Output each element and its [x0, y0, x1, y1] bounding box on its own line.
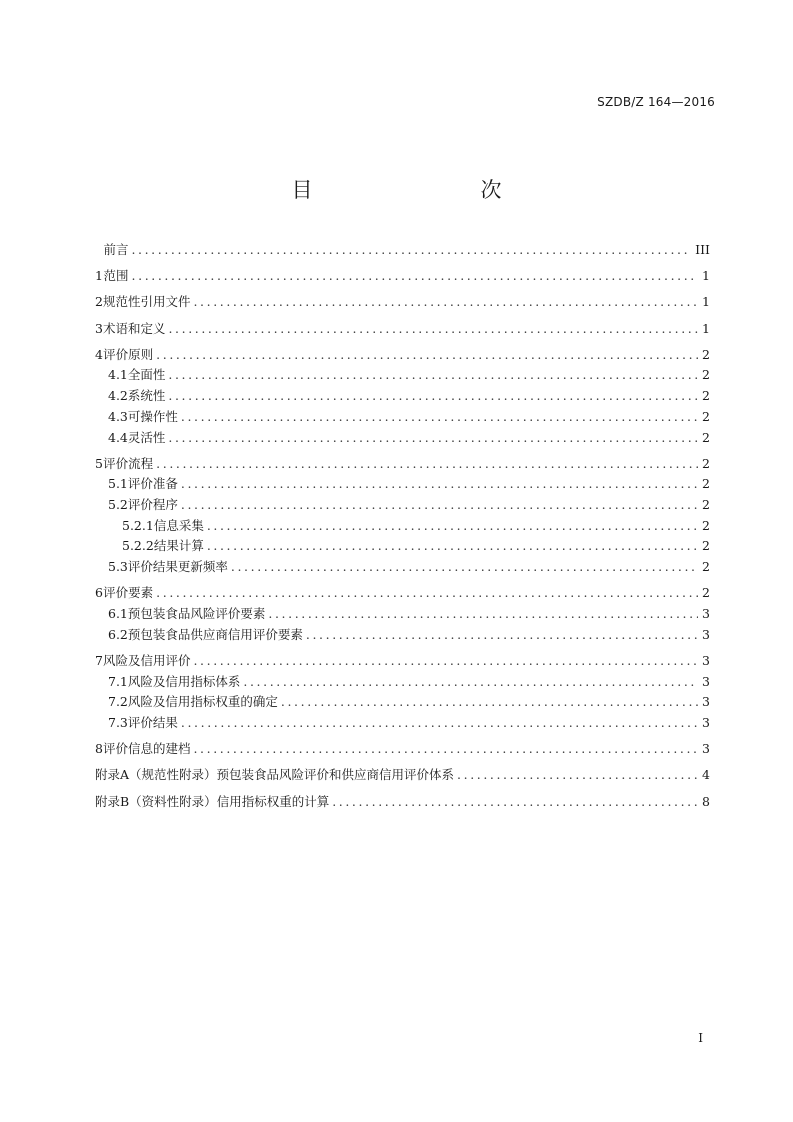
toc-entry-page: 2 — [702, 388, 710, 404]
toc-entry[interactable] — [95, 292, 710, 313]
toc-entry[interactable] — [95, 583, 710, 604]
toc-entry-page: 2 — [702, 429, 710, 445]
toc-entry-label: 全面性 — [127, 367, 166, 383]
toc-entry-label: 评价结果更新频率 — [127, 559, 228, 575]
toc-entry[interactable] — [95, 713, 710, 734]
toc-entry-number: 6 — [95, 585, 103, 601]
toc-entry-number: 5.1 — [108, 476, 128, 492]
toc-entry-page: 3 — [702, 694, 710, 710]
toc-entry-label: 前言 — [103, 242, 129, 257]
toc-entry-label: 评价流程 — [103, 455, 154, 471]
toc-entry-page: 3 — [702, 741, 710, 757]
toc-entry-page: 2 — [702, 559, 710, 575]
toc-entry-label: 系统性 — [127, 388, 166, 404]
toc-entry[interactable] — [95, 345, 710, 366]
toc-entry-number: 4.3 — [108, 408, 128, 424]
toc-entry[interactable] — [95, 495, 710, 516]
toc-dot-leader — [306, 625, 698, 646]
toc-entry-page: III — [695, 242, 710, 257]
toc-entry-label: 术语和定义 — [102, 320, 166, 336]
toc-entry-label: 评价程序 — [127, 497, 178, 513]
toc-entry-page: 1 — [702, 294, 710, 310]
toc-entry-label: 信用指标权重的计算 — [216, 793, 330, 809]
toc-dot-leader — [193, 739, 698, 760]
toc-entry[interactable] — [95, 266, 710, 287]
toc-dot-leader — [168, 428, 698, 449]
toc-entry-page: 3 — [702, 606, 710, 621]
toc-entry-number: 5.2.1 — [122, 517, 154, 533]
toc-entry-number: 7.1 — [108, 673, 128, 689]
toc-dot-leader — [281, 692, 698, 713]
toc-entry-page: 2 — [702, 455, 710, 471]
toc-entry-number: 7 — [95, 652, 103, 668]
toc-dot-leader — [207, 516, 698, 537]
page-title: 目 次 — [291, 178, 544, 202]
toc-entry-page: 8 — [702, 793, 710, 809]
toc-entry-page: 2 — [702, 517, 710, 533]
toc-entry[interactable] — [95, 407, 710, 428]
toc-entry[interactable] — [95, 474, 710, 495]
toc-entry-label: 风险及信用指标体系 — [127, 673, 241, 689]
toc-entry-label: 评价准备 — [127, 476, 178, 492]
toc-entry-number: 5.2 — [108, 497, 128, 513]
toc-entry-page: 1 — [702, 320, 710, 336]
toc-entry[interactable] — [95, 428, 710, 449]
toc-entry-label: 评价信息的建档 — [102, 741, 191, 757]
toc-dot-leader — [168, 386, 698, 407]
toc-entry-label: 风险及信用评价 — [102, 652, 191, 668]
toc-entry-number: 4.4 — [108, 429, 128, 445]
toc-entry[interactable] — [95, 651, 710, 672]
toc-entry[interactable] — [95, 240, 710, 261]
toc-entry-page: 2 — [702, 367, 710, 383]
toc-entry-number: 2 — [95, 294, 103, 310]
toc-entry-number: 6.1 — [108, 606, 128, 621]
toc-entry-label: 评价原则 — [103, 346, 154, 362]
toc-entry-label: 结果计算 — [153, 538, 204, 554]
toc-dot-leader — [193, 292, 698, 313]
toc-entry-number: 3 — [95, 320, 103, 336]
toc-entry-page: 2 — [702, 408, 710, 424]
toc-entry-label: 信息采集 — [153, 517, 204, 533]
toc-entry-label: 预包装食品风险评价要素 — [127, 606, 266, 621]
toc-entry-page: 3 — [702, 673, 710, 689]
toc-entry-number: 5.2.2 — [122, 538, 154, 554]
toc-entry-label: 范围 — [103, 268, 129, 284]
toc-entry-page: 2 — [702, 497, 710, 513]
toc-dot-leader — [156, 454, 698, 475]
toc-entry[interactable] — [95, 792, 710, 813]
toc-dot-leader — [457, 765, 698, 786]
toc-entry-number: 5 — [95, 455, 103, 471]
toc-entry[interactable] — [95, 365, 710, 386]
table-of-contents — [95, 240, 710, 812]
toc-entry-label: 评价要素 — [103, 585, 154, 601]
toc-dot-leader — [207, 536, 698, 557]
toc-entry-number: 5.3 — [108, 559, 128, 575]
toc-entry-page: 3 — [702, 714, 710, 730]
toc-entry-number: 附录A（规范性附录） — [95, 767, 217, 783]
toc-dot-leader — [131, 240, 691, 261]
toc-dot-leader — [268, 604, 698, 625]
toc-dot-leader — [181, 495, 698, 516]
toc-entry-label: 风险及信用指标权重的确定 — [127, 694, 278, 710]
toc-entry[interactable] — [95, 557, 710, 578]
toc-entry-label: 灵活性 — [127, 429, 166, 445]
toc-dot-leader — [168, 365, 698, 386]
toc-entry-number: 4 — [95, 346, 103, 362]
toc-dot-leader — [156, 583, 698, 604]
toc-entry-number: 7.2 — [108, 694, 128, 710]
toc-entry-number: 4.2 — [108, 388, 128, 404]
toc-entry[interactable] — [95, 625, 710, 646]
toc-dot-leader — [168, 319, 698, 340]
toc-dot-leader — [181, 407, 698, 428]
toc-entry-page: 2 — [702, 346, 710, 362]
toc-dot-leader — [181, 713, 698, 734]
toc-entry-page: 3 — [702, 652, 710, 668]
toc-entry[interactable] — [95, 536, 710, 557]
toc-entry-label: 预包装食品供应商信用评价要素 — [127, 626, 303, 642]
toc-entry[interactable] — [95, 739, 710, 760]
toc-entry-number: 8 — [95, 741, 103, 757]
toc-entry-number: 7.3 — [108, 714, 128, 730]
toc-entry-label: 预包装食品风险评价和供应商信用评价体系 — [216, 767, 455, 783]
toc-entry-page: 4 — [702, 767, 710, 783]
toc-entry-page: 2 — [702, 585, 710, 601]
toc-entry-number: 1 — [95, 268, 103, 284]
toc-dot-leader — [332, 792, 698, 813]
toc-entry[interactable] — [95, 692, 710, 713]
toc-entry-page: 2 — [702, 538, 710, 554]
toc-dot-leader — [132, 266, 699, 287]
toc-dot-leader — [156, 345, 698, 366]
toc-entry-page: 2 — [702, 476, 710, 492]
toc-entry-number: 附录B（资料性附录） — [95, 793, 217, 809]
toc-entry[interactable] — [95, 765, 710, 786]
toc-entry-number: 4.1 — [108, 367, 128, 383]
toc-entry-number: 6.2 — [108, 626, 128, 642]
toc-entry[interactable] — [95, 319, 710, 340]
toc-entry-page: 1 — [702, 268, 710, 284]
toc-entry-label: 可操作性 — [127, 408, 178, 424]
toc-entry-label: 规范性引用文件 — [102, 294, 191, 310]
toc-entry[interactable] — [95, 454, 710, 475]
toc-entry[interactable] — [95, 516, 710, 537]
page-number: I — [698, 1031, 703, 1045]
toc-dot-leader — [231, 557, 698, 578]
toc-entry-page: 3 — [702, 626, 710, 642]
document-code: SZDB/Z 164—2016 — [597, 95, 715, 109]
toc-dot-leader — [193, 651, 698, 672]
toc-entry[interactable] — [95, 672, 710, 693]
toc-entry[interactable] — [95, 386, 710, 407]
toc-dot-leader — [181, 474, 698, 495]
toc-dot-leader — [243, 672, 698, 693]
toc-entry-label: 评价结果 — [127, 714, 178, 730]
toc-entry[interactable] — [95, 604, 710, 625]
